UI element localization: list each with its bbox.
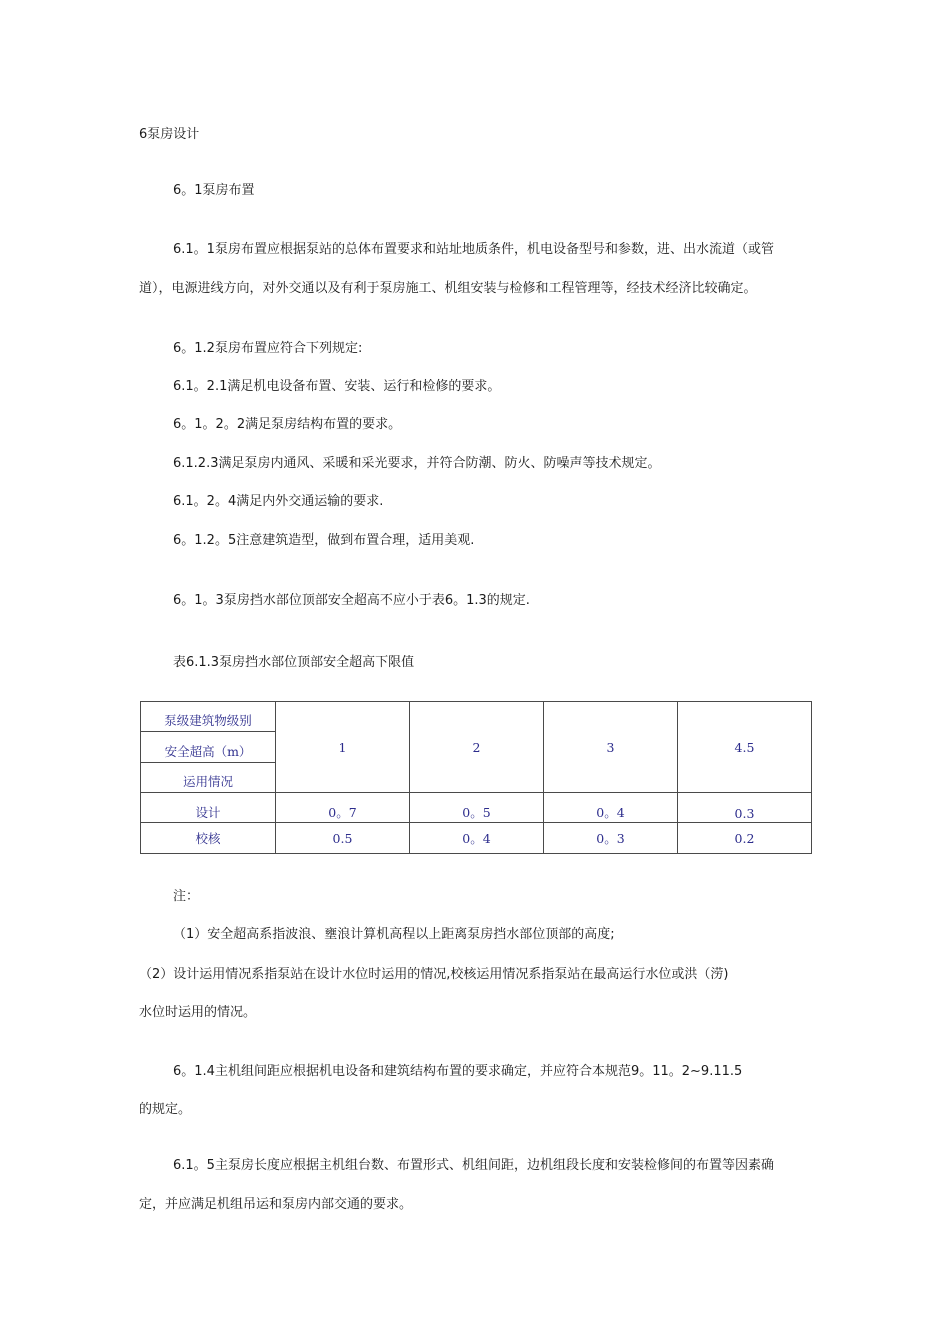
level-header: 4.5 — [678, 702, 812, 793]
table-row — [141, 823, 812, 854]
row-label: 校核 — [141, 823, 276, 854]
paragraph-6-1-1-line1: 6.1。1泵房布置应根据泵站的总体布置要求和站址地质条件，机电设备型号和参数，进、出水流道（或管 — [173, 242, 774, 257]
table-cell: 0.5 — [276, 823, 410, 854]
table-header-row — [141, 702, 812, 793]
note-label: 注： — [173, 889, 200, 904]
table-row — [141, 793, 812, 823]
clause-item: 6.1。2.1满足机电设备布置、安装、运行和检修的要求。 — [173, 379, 501, 394]
safety-height-table — [140, 701, 812, 854]
level-header: 2 — [410, 702, 544, 793]
paragraph-6-1-5-line1: 6.1。5主泵房长度应根据主机组台数、布置形式、机组间距，边机组段长度和安装检修间的布置等因素确 — [173, 1158, 774, 1173]
table-cell: 0。4 — [410, 823, 544, 854]
table-cell: 0.3 — [678, 793, 812, 823]
table-cell: 0。4 — [544, 793, 678, 823]
note-2-line2: 水位时运用的情况。 — [139, 1005, 257, 1020]
header-label-condition: 运用情况 — [182, 773, 233, 789]
clause-item: 6。1。2。2满足泵房结构布置的要求。 — [173, 417, 402, 432]
table-cell: 0。7 — [276, 793, 410, 823]
subsection-title: 6。1泵房布置 — [173, 183, 255, 198]
header-label-level: 泵级建筑物级别 — [141, 702, 275, 732]
table-corner-header — [141, 702, 276, 793]
section-title: 6泵房设计 — [139, 127, 200, 142]
paragraph-6-1-4-line2: 的规定。 — [139, 1102, 192, 1117]
clause-item: 6。1.2。5注意建筑造型，做到布置合理，适用美观. — [173, 533, 475, 548]
paragraph-6-1-2-intro: 6。1.2泵房布置应符合下列规定: — [173, 341, 363, 356]
note-2-line1: （2）设计运用情况系指泵站在设计水位时运用的情况,校核运用情况系指泵站在最高运行水位或洪（涝) — [139, 967, 729, 982]
note-1: （1）安全超高系指波浪、壅浪计算机高程以上距离泵房挡水部位顶部的高度; — [173, 927, 615, 942]
paragraph-6-1-3: 6。1。3泵房挡水部位顶部安全超高不应小于表6。1.3的规定. — [173, 593, 530, 608]
paragraph-6-1-1-line2: 道），电源进线方向，对外交通以及有利于泵房施工、机组安装与检修和工程管理等，经技术经济比较确定。 — [139, 281, 757, 296]
level-header: 1 — [276, 702, 410, 793]
table-caption: 表6.1.3泵房挡水部位顶部安全超高下限值 — [173, 655, 415, 670]
table-cell: 0。5 — [410, 793, 544, 823]
clause-item: 6.1。2。4满足内外交通运输的要求. — [173, 494, 384, 509]
paragraph-6-1-5-line2: 定，并应满足机组吊运和泵房内部交通的要求。 — [139, 1197, 413, 1212]
table-cell: 0。3 — [544, 823, 678, 854]
header-label-height: 安全超高（m） — [141, 732, 275, 762]
paragraph-6-1-4-line1: 6。1.4主机组间距应根据机电设备和建筑结构布置的要求确定，并应符合本规范9。11。2~9.11.5 — [173, 1064, 743, 1079]
level-header: 3 — [544, 702, 678, 793]
clause-item: 6.1.2.3满足泵房内通风、采暖和采光要求，并符合防潮、防火、防噪声等技术规定。 — [173, 456, 661, 471]
table-cell: 0.2 — [678, 823, 812, 854]
row-label: 设计 — [141, 793, 276, 823]
